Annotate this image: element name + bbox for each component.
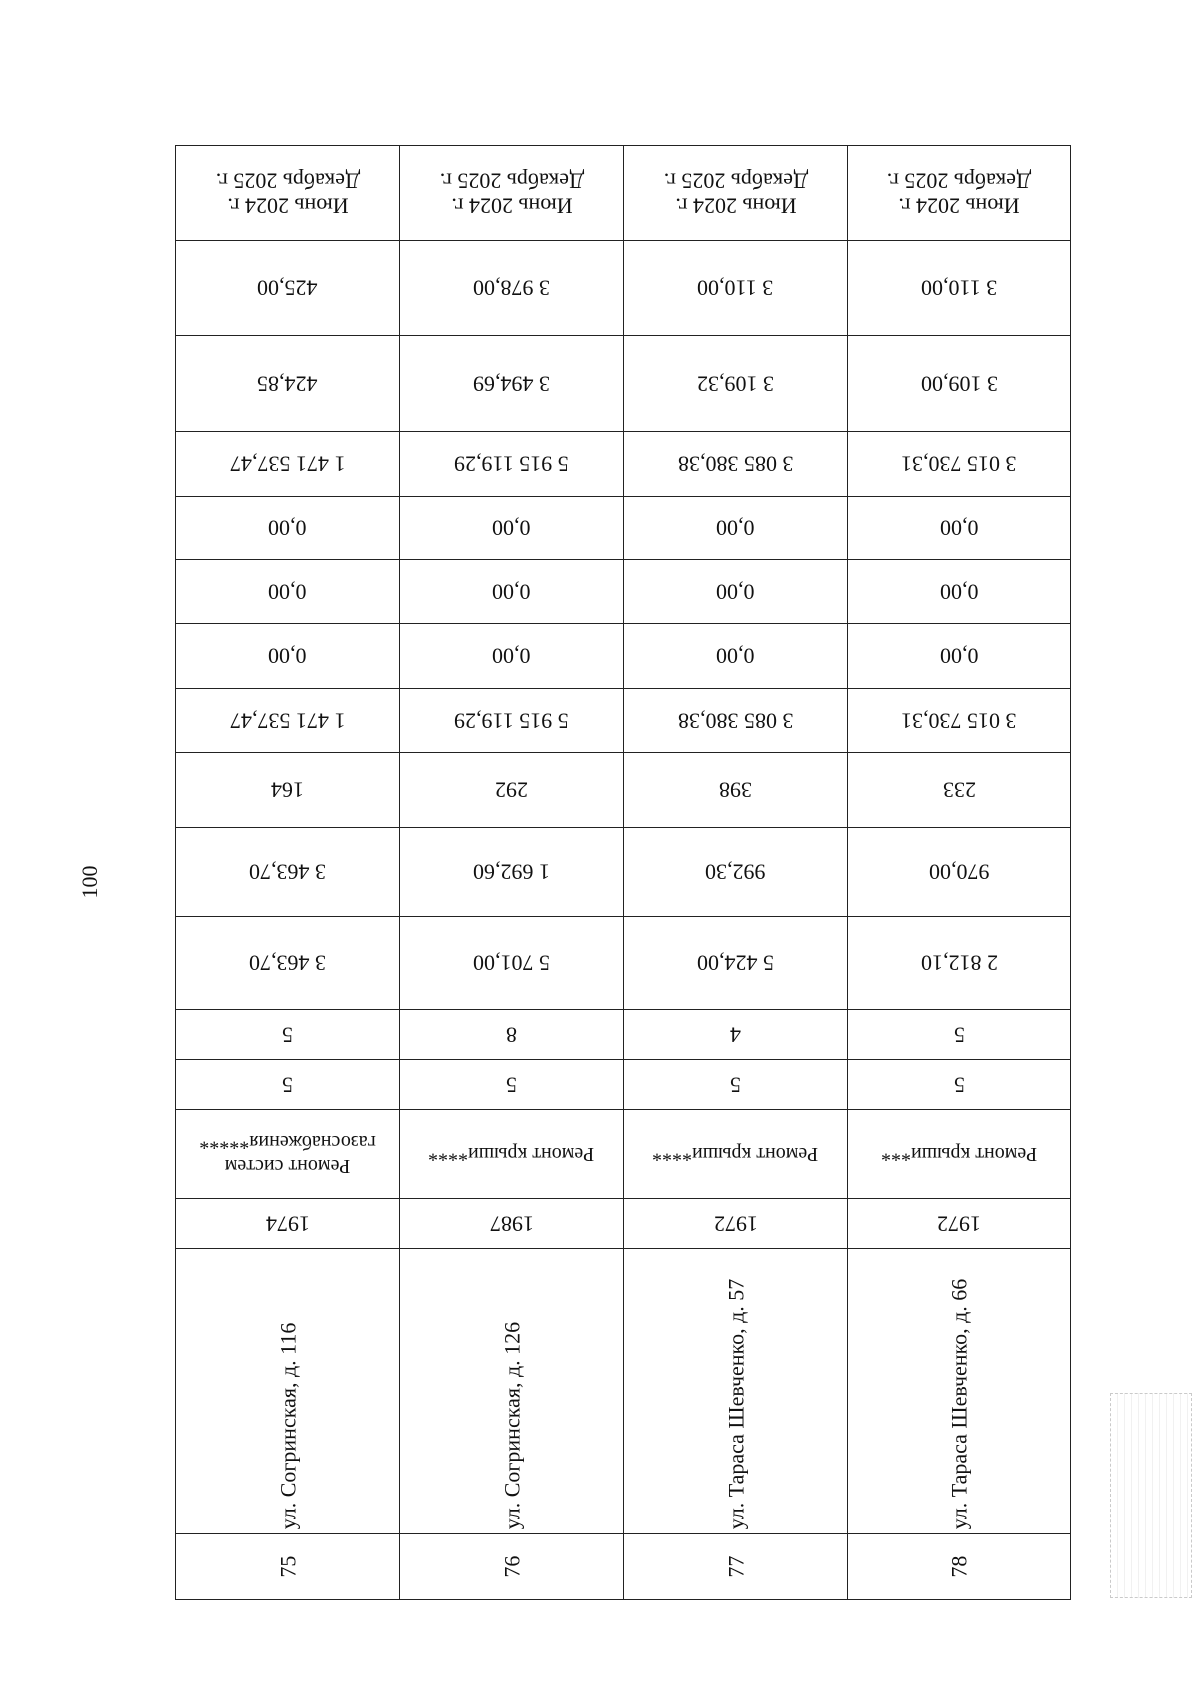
residents-text: 398 (719, 777, 752, 803)
area-text: 1 692,60 (473, 859, 550, 885)
floors-text: 5 (506, 1072, 517, 1098)
address-text: ул. Тараса Шевченко, д. 66 (946, 1278, 972, 1529)
area-text: 3 463,70 (249, 859, 326, 885)
cost-text: 3 085 380,38 (677, 708, 794, 734)
entrances-cell (623, 1009, 847, 1059)
zero-value-text: 0,00 (492, 579, 531, 605)
row-number-cell (175, 1533, 399, 1600)
work-type-cell (847, 1109, 1071, 1198)
area-cell (623, 827, 847, 916)
period-cell (847, 145, 1071, 240)
floors-cell (399, 1059, 623, 1109)
total-cost-text: 1 471 537,47 (229, 451, 346, 477)
zero-value-text: 0,00 (939, 515, 979, 541)
area-text: 3 463,70 (249, 950, 326, 976)
zero-value-cell (399, 496, 623, 559)
zero-value-cell (847, 559, 1071, 623)
cost-cell (847, 688, 1071, 752)
row-number-text: 76 (498, 1555, 524, 1578)
value-text: 3 109,00 (920, 371, 998, 397)
zero-value-text: 0,00 (268, 643, 307, 669)
area-text: 2 812,10 (920, 950, 998, 976)
cost-cell (399, 688, 623, 752)
floors-text: 5 (730, 1072, 741, 1098)
zero-value-cell (399, 559, 623, 623)
residents-cell (175, 752, 399, 827)
floors-text: 5 (282, 1072, 293, 1098)
year-cell (623, 1198, 847, 1248)
zero-value-text: 0,00 (268, 579, 307, 605)
total-cost-cell (399, 431, 623, 496)
work-type-cell (399, 1109, 623, 1198)
address-cell (847, 1248, 1071, 1533)
row-number-cell (847, 1533, 1071, 1600)
period-cell (623, 145, 847, 240)
entrances-cell (847, 1009, 1071, 1059)
address-text: ул. Согринская, д. 116 (274, 1322, 300, 1529)
residents-text: 292 (495, 777, 528, 803)
year-cell (399, 1198, 623, 1248)
zero-value-cell (623, 559, 847, 623)
total-cost-text: 3 085 380,38 (677, 451, 794, 477)
value-cell (175, 240, 399, 335)
period-cell (399, 145, 623, 240)
zero-value-text: 0,00 (716, 579, 755, 605)
year-text: 1987 (489, 1211, 534, 1237)
total-cost-cell (847, 431, 1071, 496)
zero-value-cell (623, 623, 847, 688)
zero-value-text: 0,00 (716, 515, 755, 541)
area-text: 5 701,00 (473, 950, 550, 976)
value-text: 3 978,00 (473, 275, 550, 301)
cost-cell (175, 688, 399, 752)
address-text: ул. Согринская, д. 126 (498, 1321, 524, 1529)
entrances-text: 5 (282, 1022, 293, 1048)
value-text: 3 494,69 (473, 371, 550, 397)
zero-value-cell (847, 623, 1071, 688)
total-cost-text: 3 015 730,31 (901, 451, 1017, 477)
entrances-cell (175, 1009, 399, 1059)
residents-text: 233 (942, 777, 976, 803)
value-text: 3 110,00 (920, 275, 998, 301)
row-number-text: 77 (722, 1555, 748, 1578)
value-cell (623, 240, 847, 335)
entrances-cell (399, 1009, 623, 1059)
area-cell (175, 827, 399, 916)
area-cell (175, 916, 399, 1009)
floors-text: 5 (953, 1072, 965, 1098)
cost-text: 3 015 730,31 (901, 708, 1017, 734)
entrances-text: 8 (506, 1022, 517, 1048)
floors-cell (175, 1059, 399, 1109)
row-number-cell (399, 1533, 623, 1600)
row-number-cell (623, 1533, 847, 1600)
entrances-text: 4 (730, 1022, 741, 1048)
value-cell (847, 335, 1071, 431)
zero-value-text: 0,00 (492, 515, 531, 541)
zero-value-text: 0,00 (716, 643, 755, 669)
period-text: Июнь 2024 г. Декабрь 2025 г. (439, 168, 584, 219)
value-cell (847, 240, 1071, 335)
entrances-text: 5 (953, 1022, 965, 1048)
area-cell (399, 916, 623, 1009)
page-number: 100 (77, 865, 102, 899)
floors-cell (847, 1059, 1071, 1109)
value-cell (175, 335, 399, 431)
area-cell (847, 827, 1071, 916)
zero-value-text: 0,00 (492, 643, 531, 669)
cost-text: 5 915 119,29 (454, 708, 569, 734)
year-cell (175, 1198, 399, 1248)
value-cell (399, 335, 623, 431)
zero-value-cell (847, 496, 1071, 559)
residents-text: 164 (271, 777, 304, 803)
value-text: 3 110,00 (697, 275, 774, 301)
scan-stamp-mark (1110, 1393, 1192, 1598)
year-text: 1974 (265, 1211, 310, 1237)
area-cell (623, 916, 847, 1009)
zero-value-text: 0,00 (268, 515, 307, 541)
residents-cell (399, 752, 623, 827)
value-text: 424,85 (257, 371, 318, 397)
zero-value-cell (175, 496, 399, 559)
period-text: Июнь 2024 г. Декабрь 2025 г. (215, 168, 360, 219)
period-cell (175, 145, 399, 240)
area-cell (847, 916, 1071, 1009)
area-text: 992,30 (705, 859, 766, 885)
year-text: 1972 (937, 1211, 981, 1237)
year-cell (847, 1198, 1071, 1248)
zero-value-text: 0,00 (939, 643, 979, 669)
work-type-text: Ремонт крыши**** (652, 1143, 819, 1165)
address-cell (175, 1248, 399, 1533)
zero-value-cell (175, 559, 399, 623)
row-number-text: 75 (274, 1555, 300, 1578)
area-text: 970,00 (928, 859, 990, 885)
work-type-cell (175, 1109, 399, 1198)
cost-text: 1 471 537,47 (229, 708, 346, 734)
residents-cell (847, 752, 1071, 827)
area-text: 5 424,00 (697, 950, 774, 976)
value-text: 425,00 (257, 275, 318, 301)
work-type-text: Ремонт систем газоснабжения***** (199, 1131, 376, 1177)
zero-value-cell (175, 623, 399, 688)
row-number-text: 78 (946, 1555, 972, 1578)
area-cell (399, 827, 623, 916)
address-cell (399, 1248, 623, 1533)
year-text: 1972 (713, 1211, 758, 1237)
address-text: ул. Тараса Шевченко, д. 57 (722, 1278, 748, 1529)
value-cell (623, 335, 847, 431)
zero-value-text: 0,00 (939, 579, 979, 605)
work-type-text: Ремонт крыши**** (428, 1143, 595, 1165)
address-cell (623, 1248, 847, 1533)
value-cell (399, 240, 623, 335)
value-text: 3 109,32 (697, 371, 774, 397)
cost-cell (623, 688, 847, 752)
zero-value-cell (623, 496, 847, 559)
work-type-cell (623, 1109, 847, 1198)
total-cost-text: 5 915 119,29 (454, 451, 569, 477)
total-cost-cell (623, 431, 847, 496)
total-cost-cell (175, 431, 399, 496)
period-text: Июнь 2024 г. Декабрь 2025 г. (663, 168, 808, 219)
period-text: Июнь 2024 г. Декабрь 2025 г. (886, 168, 1032, 219)
works-table (175, 145, 1065, 1600)
floors-cell (623, 1059, 847, 1109)
residents-cell (623, 752, 847, 827)
work-type-text: Ремонт крыши*** (880, 1143, 1038, 1165)
zero-value-cell (399, 623, 623, 688)
